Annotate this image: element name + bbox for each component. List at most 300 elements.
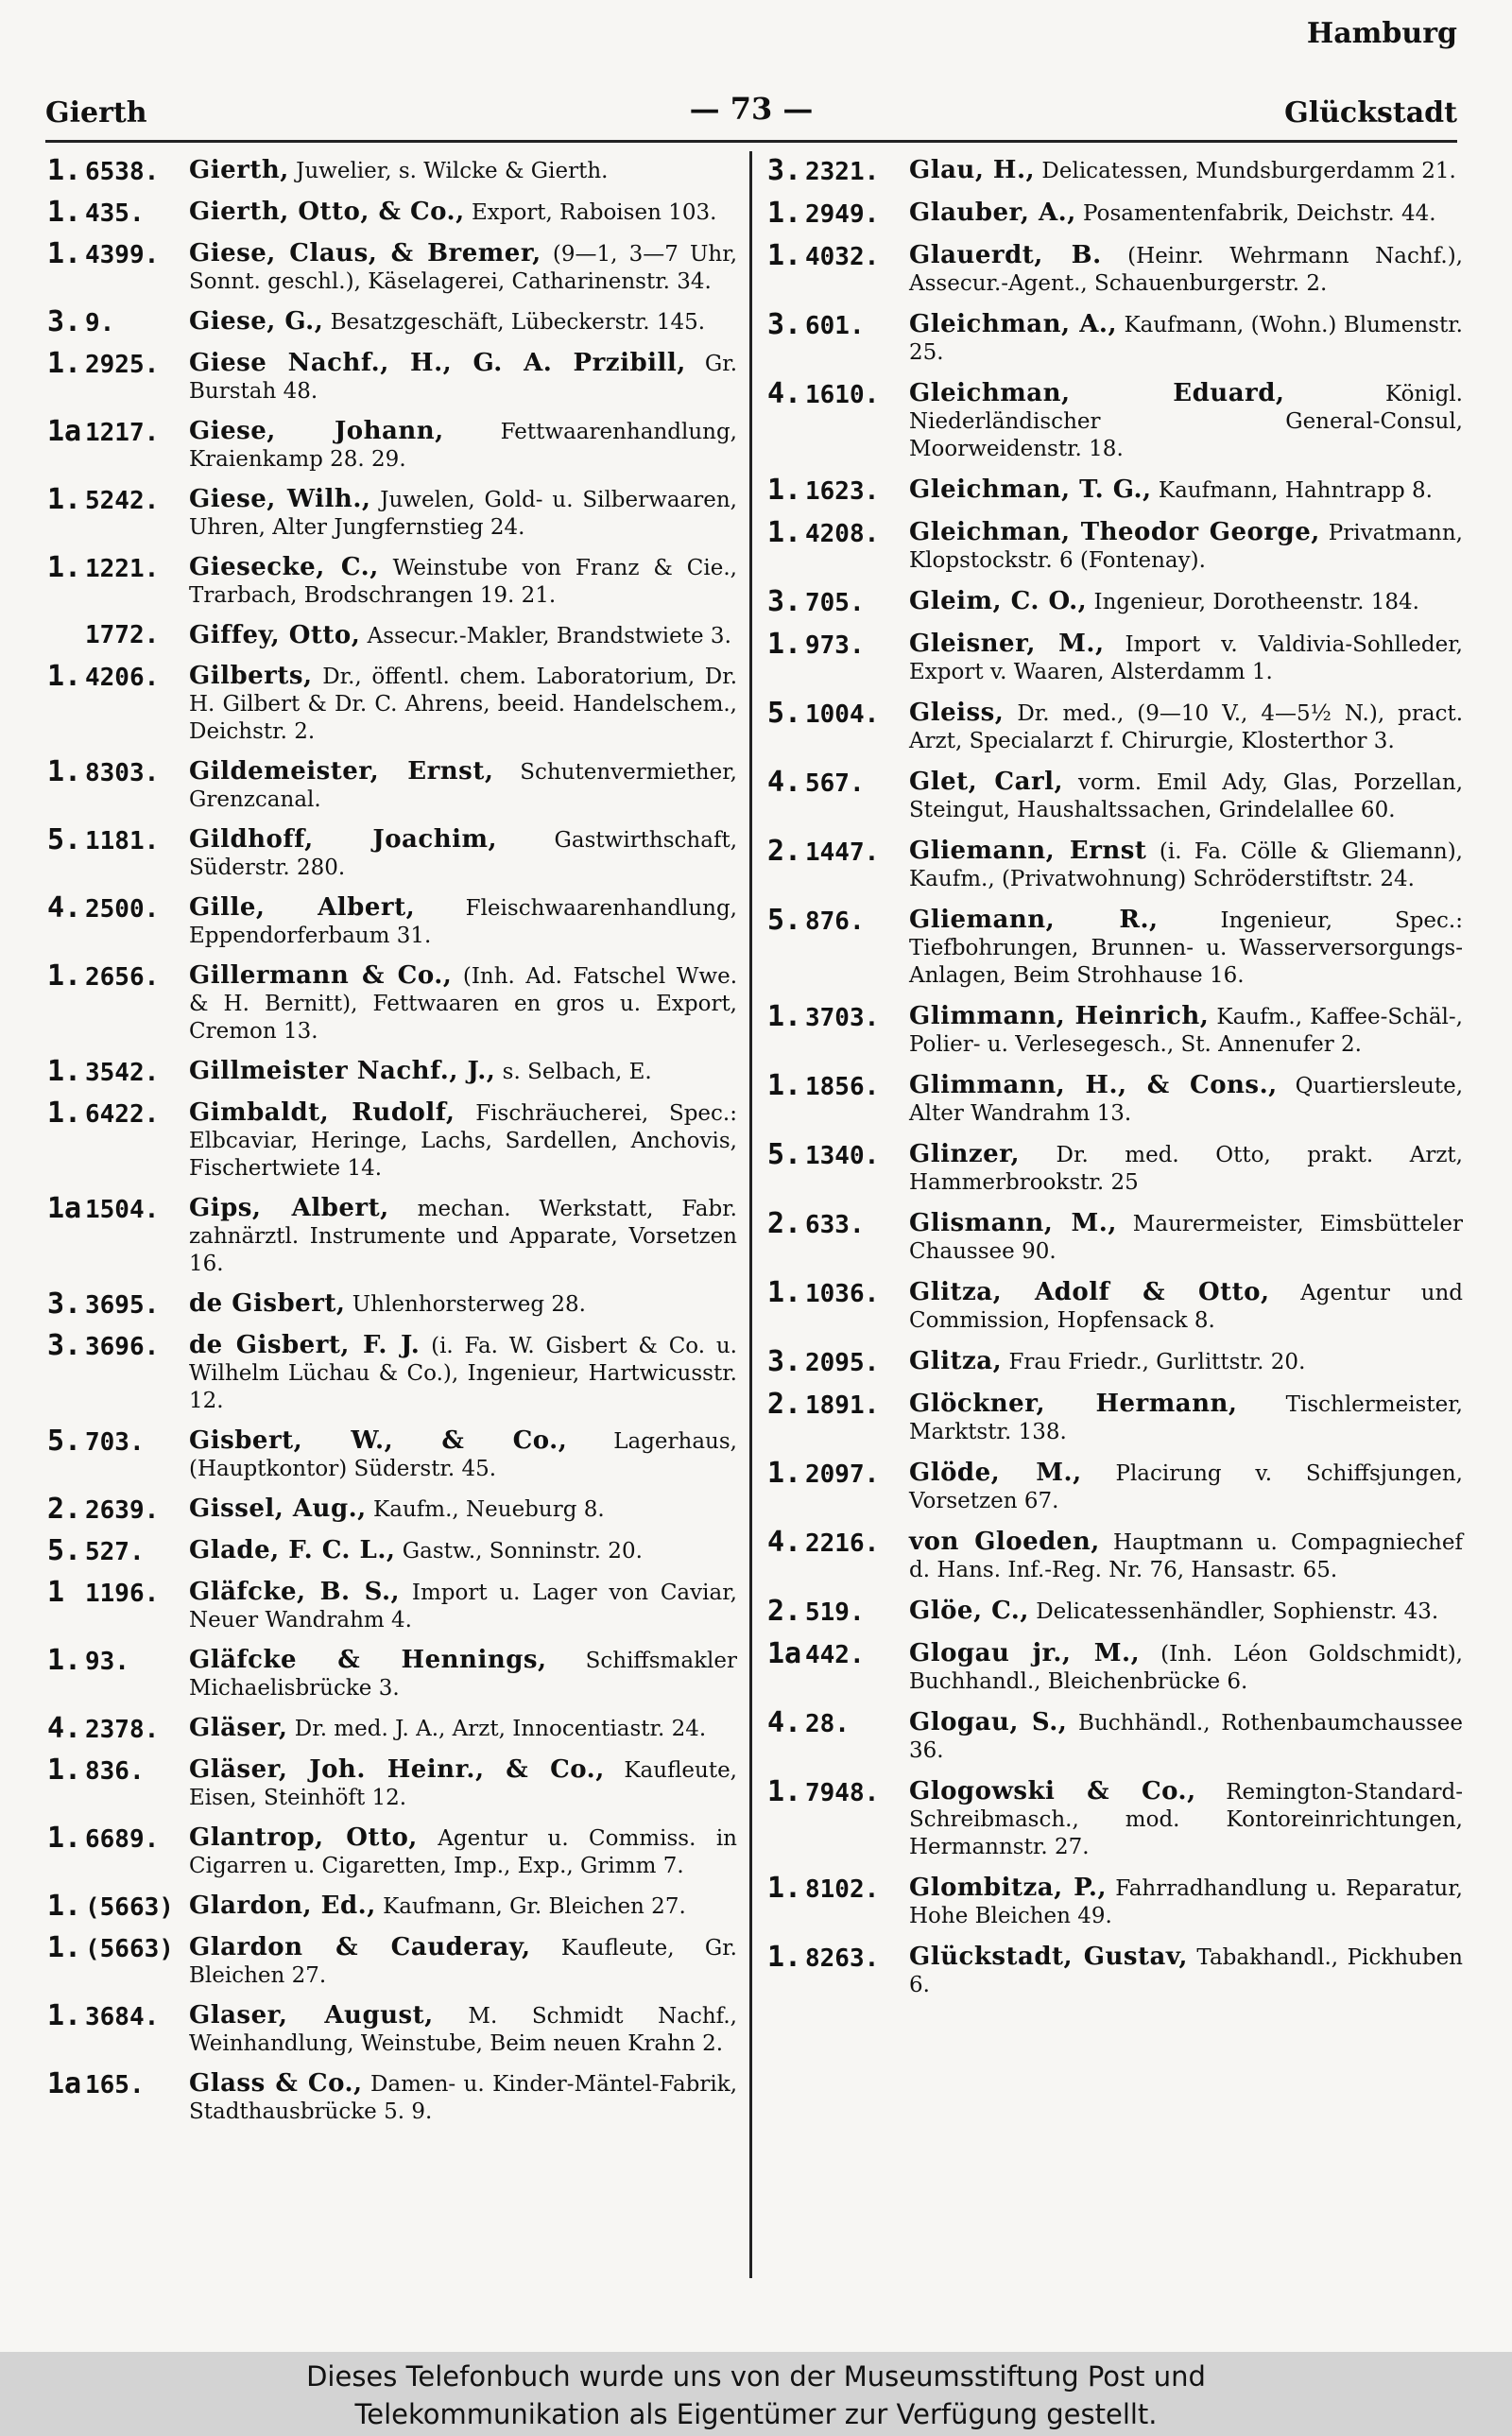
subscriber-number: 1623. [805,477,880,506]
phone-number [767,1457,909,1490]
subscriber-details: Weinstube von Franz & Cie., Trarbach, Brodschrangen 19. 21. [189,556,737,608]
footer-line-2: Telekommunikation als Eigentümer zur Verfügung gestellt. [354,2398,1158,2430]
subscriber-number: 6538. [85,158,160,186]
entry-text [909,476,1463,505]
directory-entry [47,1495,737,1525]
subscriber-details: Privatmann, Klopstockstr. 6 (Fontenay). [909,521,1463,573]
phone-number [47,1427,189,1457]
subscriber-name: Gleisner, M., [909,630,1105,658]
subscriber-number: 1856. [805,1073,880,1101]
subscriber-number: 4206. [85,664,160,692]
entry-text [189,2070,737,2126]
exchange-district: 3. [47,305,82,338]
directory-entry [767,239,1463,298]
subscriber-number: 8102. [805,1875,880,1904]
subscriber-details: Agentur u. Commiss. in Cigarren u. Cigaretten, Imp., Exp., Grimm 7. [189,1826,737,1878]
subscriber-name: Gilberts, [189,662,313,690]
entry-text [909,1279,1463,1335]
subscriber-number: 1504. [85,1196,160,1224]
subscriber-details: Juwelier, s. Wilcke & Gierth. [288,159,609,183]
subscriber-name: Giese Nachf., H., G. A. Przibill, [189,349,686,377]
subscriber-name: Gierth, [189,156,289,184]
phone-number [47,551,189,584]
phone-number [47,2067,189,2100]
phone-number [47,305,189,338]
subscriber-details: (i. Fa. Cölle & Gliemann), Kaufm., (Privatwohnung) Schröderstiftstr. 24. [909,839,1463,891]
page-number: — 73 — [689,91,814,127]
entry-text [909,907,1463,990]
subscriber-number: 442. [805,1641,865,1669]
subscriber-name: Gillermann & Co., [189,961,453,990]
exchange-district: 1. [47,1931,82,1964]
exchange-district: 1. [767,628,802,661]
directory-entry [47,196,737,229]
phone-number [767,1775,909,1808]
subscriber-number: 3696. [85,1333,160,1361]
phone-number [47,1576,189,1609]
directory-entry [767,1207,1463,1266]
entry-text [909,1391,1463,1446]
directory-entry [767,476,1463,506]
subscriber-number: 1196. [85,1580,160,1608]
exchange-district: 5. [47,1425,82,1458]
subscriber-details: Kaufleute, Gr. Bleichen 27. [189,1936,737,1988]
exchange-district: 1. [767,1941,802,1974]
entry-text [189,1579,737,1634]
phone-number [767,1526,909,1559]
phone-number [47,347,189,380]
footer-line-1: Dieses Telefonbuch wurde uns von der Museumsstiftung Post und [306,2360,1206,2393]
exchange-district: 1. [767,1000,802,1033]
phone-number [767,476,909,506]
entry-text [189,1824,737,1880]
exchange-district: 1. [47,483,82,516]
subscriber-details: Lagerhaus, (Hauptkontor) Süderstr. 45. [189,1429,737,1481]
subscriber-number: 2949. [805,200,880,229]
phone-number [47,660,189,693]
entry-text [909,838,1463,893]
subscriber-number: 1036. [805,1280,880,1308]
directory-entry [47,1756,737,1812]
subscriber-name: Giese, Claus, & Bremer, [189,239,541,268]
phone-number [767,377,909,410]
directory-entry [767,1941,1463,1999]
page-header [45,91,1457,136]
exchange-district: 1. [767,516,802,549]
entry-text [909,242,1463,298]
subscriber-number: 6689. [85,1825,160,1854]
exchange-district: 4. [47,891,82,924]
subscriber-details: Besatzgeschäft, Lübeckerstr. 145. [323,310,706,335]
subscriber-details: Ingenieur, Dorotheenstr. 184. [1087,590,1419,614]
subscriber-name: Glantrop, Otto, [189,1823,418,1852]
entry-text [189,758,737,814]
entry-text [189,894,737,950]
subscriber-name: von Gloeden, [909,1528,1100,1556]
entry-text [189,1332,737,1415]
exchange-district: 1. [47,1999,82,2032]
subscriber-number: 3542. [85,1059,160,1087]
exchange-district: 1 [47,1576,65,1609]
subscriber-details: M. Schmidt Nachf., Weinhandlung, Weinstube, Beim neuen Krahn 2. [189,2004,737,2056]
entry-text [909,311,1463,367]
subscriber-name: Gliemann, Ernst [909,837,1147,865]
entry-text [909,1709,1463,1765]
subscriber-number: 1221. [85,555,160,583]
exchange-district: 5. [47,1534,82,1567]
subscriber-name: Gläfcke & Hennings, [189,1646,547,1674]
phone-number [47,1892,189,1922]
subscriber-details: Dr. med., (9—10 V., 4—5½ N.), pract. Arzt, Specialarzt f. Chirurgie, Klosterthor 3. [909,701,1463,753]
subscriber-name: Glitza, [909,1347,1003,1375]
entry-text [189,2002,737,2058]
entry-text [189,1290,737,1319]
phone-number [47,196,189,229]
subscriber-number: 6422. [85,1100,160,1129]
subscriber-details: Buchhändl., Rothenbaumchaussee 36. [909,1711,1463,1763]
phone-number [47,1495,189,1525]
directory-entry [767,1345,1463,1378]
directory-entry [767,697,1463,755]
exchange-district: 1. [47,1890,82,1923]
entry-text [189,486,737,542]
subscriber-details: Import v. Valdivia-Sohlleder, Export v. Waaren, Alsterdamm 1. [909,632,1463,684]
subscriber-number: 8263. [805,1944,880,1973]
exchange-district: 5. [767,697,802,730]
subscriber-details: Fettwaarenhandlung, Kraienkamp 28. 29. [189,420,737,472]
exchange-district: 1. [767,1775,802,1808]
exchange-district: 3. [767,308,802,341]
subscriber-number: 3695. [85,1291,160,1320]
directory-entry [47,1576,737,1634]
entry-text [909,1210,1463,1266]
exchange-district: 1. [47,551,82,584]
subscriber-name: Gierth, Otto, & Co., [189,198,465,226]
subscriber-details: Schutenvermiether, Grenzcanal. [189,760,737,812]
phone-number [767,1069,909,1102]
subscriber-number: 1181. [85,827,160,855]
directory-entry [47,823,738,882]
exchange-district: 2. [767,1388,802,1421]
directory-entry [767,377,1463,463]
exchange-district: 3. [767,1345,802,1378]
exchange-district: 3. [767,154,802,187]
directory-entry [47,1931,737,1990]
directory-entry [767,1706,1463,1765]
directory-entry [47,1192,737,1278]
phone-number [47,1644,189,1677]
subscriber-details: Damen- u. Kinder-Mäntel-Fabrik, Stadthausbrücke 5. 9. [189,2072,738,2124]
directory-entry [47,1287,737,1321]
directory-entry [767,308,1463,367]
directory-entry [767,1138,1463,1197]
subscriber-details: Uhlenhorsterweg 28. [345,1292,586,1317]
phone-number [767,697,909,730]
entry-text [909,1460,1463,1515]
entry-text [909,1141,1463,1197]
subscriber-details: Gastwirthschaft, Süderstr. 280. [189,828,738,880]
column-divider [749,151,752,2278]
directory-entry [767,154,1463,187]
first-entry-heading: Gierth [45,96,147,130]
subscriber-details: mechan. Werkstatt, Fabr. zahnärztl. Instrumente und Apparate, Vorsetzen 16. [189,1197,737,1276]
subscriber-number: 2378. [85,1716,160,1744]
subscriber-details: (i. Fa. W. Gisbert & Co. u. Wilhelm Lüchau & Co.), Ingenieur, Hartwicusstr. 12. [189,1334,737,1413]
subscriber-details: s. Selbach, E. [495,1060,652,1084]
directory-entry [767,1775,1463,1861]
subscriber-details: (9—1, 3—7 Uhr, Sonnt. geschl.), Käselagerei, Catharinenstr. 34. [189,242,737,294]
header-rule [45,140,1457,143]
directory-entry [767,1637,1463,1696]
entry-text [909,1348,1463,1376]
directory-entry [47,1999,737,2058]
subscriber-number: 1772. [85,621,160,649]
directory-entry [47,959,738,1045]
directory-entry [47,237,737,296]
exchange-district: 1. [767,1457,802,1490]
last-entry-heading: Glückstadt [1284,96,1457,130]
subscriber-details: Tabakhandl., Pickhuben 6. [909,1945,1463,1997]
entry-text [189,1537,737,1565]
directory-entry [767,585,1463,618]
exchange-district: 1a [47,2067,82,2100]
directory-entry [47,1824,737,1880]
subscriber-name: Gips, Albert, [189,1194,389,1222]
subscriber-name: de Gisbert, [189,1289,346,1318]
phone-number [767,766,909,799]
directory-entry [47,415,737,474]
exchange-district: 3. [47,1287,82,1321]
subscriber-details: Dr. med. Otto, prakt. Arzt, Hammerbrookstr. 25 [909,1143,1463,1195]
exchange-district: 4. [767,1526,802,1559]
phone-number [47,1192,189,1225]
entry-text [909,1529,1463,1584]
directory-entry [767,1595,1463,1628]
exchange-district: 5. [767,1138,802,1171]
subscriber-number: 2656. [85,963,160,992]
subscriber-number: 3703. [805,1004,880,1032]
exchange-district: 1a [767,1637,802,1670]
phone-number [47,415,189,448]
phone-number [47,959,189,993]
subscriber-details: Kaufleute, Eisen, Steinhöft 12. [189,1758,737,1810]
subscriber-name: Glöe, C., [909,1597,1029,1625]
phone-number [767,835,909,868]
directory-entry [767,628,1463,686]
directory-entry [767,516,1463,575]
exchange-district: 1. [47,196,82,229]
entry-text [909,1598,1463,1626]
subscriber-number: 93. [85,1648,129,1676]
entry-text [189,554,737,610]
phone-number [47,622,189,649]
exchange-district: 4. [767,377,802,410]
subscriber-name: Giesecke, C., [189,553,379,581]
directory-entry [767,1872,1463,1930]
subscriber-number: 527. [85,1538,145,1566]
directory-entry [47,347,738,406]
phone-number [767,1941,909,1974]
subscriber-name: Gliemann, R., [909,906,1159,934]
subscriber-number: 567. [805,769,865,798]
subscriber-number: 4399. [85,241,160,269]
subscriber-name: Gille, Albert, [189,893,416,922]
exchange-district: 2. [47,1493,82,1526]
subscriber-number: 2321. [805,158,880,186]
subscriber-name: Glauerdt, B. [909,241,1102,269]
subscriber-number: 1340. [805,1142,880,1170]
subscriber-name: Giffey, Otto, [189,621,361,649]
subscriber-details: Import u. Lager von Caviar, Neuer Wandrahm 4. [189,1581,737,1633]
subscriber-name: Glogau, S., [909,1708,1068,1736]
exchange-district: 1. [47,1644,82,1677]
exchange-district: 1. [47,1097,82,1130]
phone-number [47,1931,189,1964]
phone-number [767,308,909,341]
subscriber-name: Glade, F. C. L., [189,1536,396,1564]
exchange-district: 2. [767,835,802,868]
subscriber-name: Glimmann, H., & Cons., [909,1071,1278,1099]
subscriber-number: 973. [805,631,865,660]
entry-text [189,1892,737,1921]
subscriber-details: Dr. med. J. A., Arzt, Innocentiastr. 24. [287,1717,707,1741]
phone-number [767,1637,909,1670]
directory-entry [767,1457,1463,1515]
subscriber-name: Gillmeister Nachf., J., [189,1057,496,1085]
entry-text [909,588,1463,616]
entry-text [189,1934,737,1990]
entry-text [909,1072,1463,1128]
entry-text [189,1099,737,1183]
entry-text [189,350,737,406]
subscriber-name: Glinzer, [909,1140,1021,1168]
entry-text [189,826,737,882]
subscriber-number: 703. [85,1428,145,1457]
subscriber-number: 7948. [805,1779,880,1807]
subscriber-details: Kaufm., Kaffee-Schäl-, Polier- u. Verlesegesch., St. Annenufer 2. [909,1005,1463,1057]
subscriber-name: de Gisbert, F. J. [189,1331,421,1359]
exchange-district: 3. [47,1329,82,1362]
directory-entry [47,1427,737,1483]
subscriber-name: Gleim, C. O., [909,587,1088,615]
subscriber-details: Schiffsmakler Michaelisbrücke 3. [189,1649,737,1701]
subscriber-details: Placirung v. Schiffsjungen, Vorsetzen 67. [909,1461,1463,1513]
subscriber-number: 3684. [85,2003,160,2031]
exchange-district: 5. [47,823,82,856]
directory-entry [47,891,737,950]
subscriber-details: Ingenieur, Spec.: Tiefbohrungen, Brunnen- u. Wasserversorgungs-Anlagen, Beim Strohhause 16. [909,908,1463,988]
phone-number [47,891,189,924]
exchange-district: 1. [47,1822,82,1855]
exchange-district: 1. [47,237,82,270]
entry-text [909,380,1463,463]
directory-entry [47,755,737,814]
subscriber-name: Glaser, August, [189,2001,434,2030]
subscriber-details: Agentur und Commission, Hopfensack 8. [909,1281,1463,1333]
phone-number [767,239,909,272]
exchange-district: 1. [47,755,82,788]
subscriber-number: 519. [805,1598,865,1627]
subscriber-details: Frau Friedr., Gurlittstr. 20. [1002,1350,1306,1374]
directory-entry [767,1388,1463,1446]
phone-number [767,1276,909,1309]
subscriber-number: 633. [805,1211,865,1239]
entry-text [189,1427,737,1483]
entry-text [909,519,1463,575]
entry-text [909,1640,1463,1696]
phone-number [767,1138,909,1171]
subscriber-name: Glimmann, Heinrich, [909,1002,1210,1030]
ownership-footer [0,2352,1512,2436]
subscriber-name: Giese, G., [189,307,324,336]
subscriber-details: Maurermeister, Eimsbütteler Chaussee 90. [909,1212,1463,1264]
entry-text [909,1778,1463,1861]
phone-number [767,1207,909,1240]
entry-text [909,157,1463,185]
entry-text [909,769,1463,824]
directory-entry [47,1892,737,1922]
phone-number [767,1345,909,1378]
phone-number [47,1055,189,1088]
entry-text [909,631,1463,686]
subscriber-number: 836. [85,1757,145,1786]
phone-number [47,237,189,270]
subscriber-number: 1217. [85,419,160,447]
entry-text [189,418,737,474]
phone-number [47,1287,189,1321]
exchange-district: 1a [47,415,82,448]
exchange-district: 1. [767,1872,802,1905]
entry-text [909,1875,1463,1930]
subscriber-details: Tischlermeister, Marktstr. 138. [909,1392,1463,1444]
directory-entry [47,483,737,542]
subscriber-name: Gissel, Aug., [189,1494,367,1523]
subscriber-number: 1891. [805,1391,880,1420]
phone-number [47,1534,189,1567]
exchange-district: 2. [767,1207,802,1240]
subscriber-name: Giese, Wilh., [189,485,371,513]
exchange-district: 2. [767,1595,802,1628]
subscriber-number: 4208. [805,520,880,548]
subscriber-number: 4032. [805,243,880,271]
phone-number [767,1388,909,1421]
directory-entry [47,622,737,650]
subscriber-details: Fleischwaarenhandlung, Eppendorferbaum 31. [189,896,737,948]
phone-number [767,904,909,937]
exchange-district: 1a [47,1192,82,1225]
phone-number [47,1329,189,1362]
directory-entry [47,1099,737,1183]
subscriber-number: 28. [805,1710,850,1738]
directory-entry [47,154,737,187]
subscriber-name: Glogowski & Co., [909,1777,1196,1805]
directory-entry [47,551,737,610]
directory-entry [767,835,1463,893]
phone-number [47,1756,189,1786]
subscriber-details: (Inh. Ad. Fatschel Wwe. & H. Bernitt), Fettwaaren en gros u. Export, Cremon 13. [189,964,738,1044]
subscriber-name: Glombitza, P., [909,1874,1108,1902]
subscriber-details: Gastw., Sonninstr. 20. [395,1539,643,1564]
subscriber-details: Export, Raboisen 103. [464,200,717,225]
subscriber-details: Kaufmann, Hahntrapp 8. [1151,478,1433,503]
phone-number [767,1595,909,1628]
subscriber-name: Gläser, Joh. Heinr., & Co., [189,1755,605,1784]
subscriber-name: Gildhoff, Joachim, [189,825,498,854]
exchange-district: 1. [767,1276,802,1309]
entry-text [189,1715,737,1743]
subscriber-details: Dr., öffentl. chem. Laboratorium, Dr. H. Gilbert & Dr. C. Ahrens, beeid. Handelschem., Deichstr. 2. [189,665,737,744]
entry-text [189,1647,737,1702]
